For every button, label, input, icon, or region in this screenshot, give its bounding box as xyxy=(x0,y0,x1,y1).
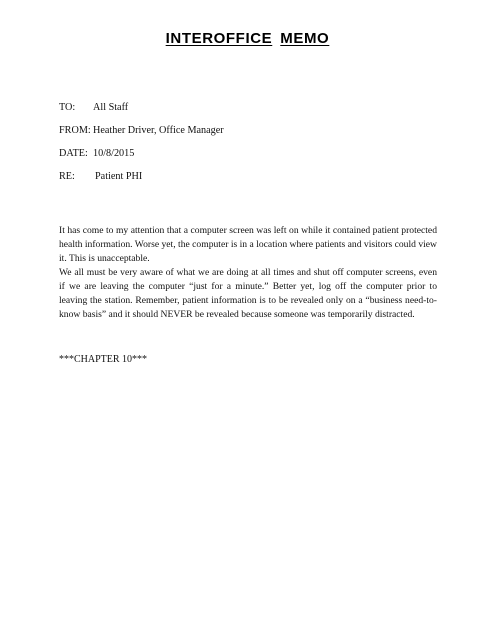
memo-to-label: TO: xyxy=(59,102,76,113)
memo-re-row xyxy=(59,170,142,183)
memo-date-row xyxy=(59,147,134,160)
memo-title xyxy=(0,30,495,47)
memo-to-row xyxy=(59,101,128,114)
memo-title-word-1: INTEROFFICE xyxy=(165,30,273,47)
memo-date-value: 10/8/2015 xyxy=(93,148,135,159)
memo-from-label: FROM: xyxy=(59,125,91,136)
memo-paragraph-2: We all must be very aware of what we are doing at all times and shut off computer screens, even if we are leaving the computer “just for a minute.” Better yet, log off the computer prior to leaving the station. Remember, patient information is to be revealed only on a “business need-to-know basis” and it should NEVER be revealed because someone was temporarily distracted. xyxy=(59,267,437,320)
memo-paragraph-1: It has come to my attention that a computer screen was left on while it contained patient protected health information. Worse yet, the computer is in a location where patients and visitors could view it. This is unacceptable. xyxy=(59,225,437,264)
memo-date-label: DATE: xyxy=(59,148,88,159)
memo-to-value: All Staff xyxy=(93,102,129,113)
chapter-note: ***CHAPTER 10*** xyxy=(59,354,148,365)
memo-title-word-2: MEMO xyxy=(280,30,330,47)
memo-from-value: Heather Driver, Office Manager xyxy=(93,125,224,136)
memo-re-value: Patient PHI xyxy=(95,171,143,182)
memo-re-label: RE: xyxy=(59,171,75,182)
memo-from-row xyxy=(59,124,224,137)
